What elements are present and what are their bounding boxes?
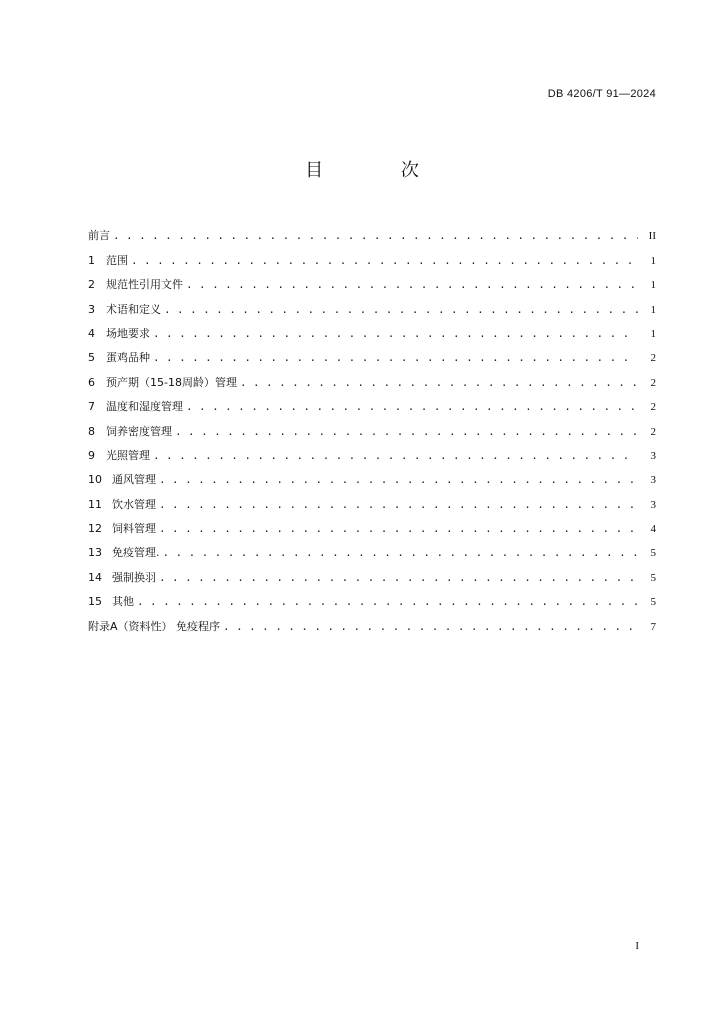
toc-entry-ventilation[interactable]: [88, 463, 656, 487]
document-code: DB 4206/T 91—2024: [547, 88, 656, 100]
toc-entry-label: 预产期（15-18周龄）管理: [106, 375, 237, 389]
toc-entry-page: 1: [650, 254, 656, 267]
toc-entry-stocking-density[interactable]: [88, 414, 656, 438]
toc-entry-page: 5: [650, 571, 656, 584]
toc-entry-page: 1: [650, 303, 656, 316]
toc-entry-label: 饮水管理: [112, 497, 156, 511]
toc-entry-page: 4: [650, 523, 656, 536]
toc-entry-label: 免疫管理.: [112, 546, 160, 560]
toc-entry-number: 7: [88, 400, 95, 414]
toc-entry-label: 附录A（资料性） 免疫程序: [88, 619, 221, 633]
toc-entry-breeds[interactable]: [88, 341, 656, 365]
toc-entry-label: 前言: [88, 229, 110, 243]
toc-entry-number: 2: [88, 278, 95, 292]
toc-dot-leader: [223, 620, 638, 634]
toc-entry-others[interactable]: [88, 585, 656, 609]
toc-entry-number: 12: [88, 522, 102, 536]
toc-dot-leader: [159, 498, 638, 512]
toc-entry-immunization[interactable]: [88, 536, 656, 560]
toc-entry-label: 饲养密度管理: [106, 424, 172, 438]
toc-entry-terms-definitions[interactable]: [88, 292, 656, 316]
toc-entry-number: 4: [88, 326, 95, 340]
toc-dot-leader: [159, 473, 638, 487]
toc-entry-number: 13: [88, 546, 102, 560]
toc-entry-label: 其他: [112, 595, 134, 609]
toc-title: 目 次: [305, 160, 455, 181]
toc-entry-label: 规范性引用文件: [106, 278, 183, 292]
table-of-contents: [88, 219, 656, 634]
toc-entry-number: 15: [88, 595, 102, 609]
toc-entry-foreword[interactable]: [88, 219, 656, 243]
toc-dot-leader: [240, 376, 638, 390]
toc-dot-leader: [131, 254, 638, 268]
toc-dot-leader: [137, 595, 638, 609]
toc-dot-leader: [163, 546, 639, 560]
toc-entry-appendix-a[interactable]: [88, 609, 656, 633]
toc-entry-label: 温度和湿度管理: [106, 400, 183, 414]
toc-dot-leader: [175, 425, 638, 439]
toc-entry-label: 场地要求: [106, 326, 150, 340]
toc-entry-label: 通风管理: [112, 473, 156, 487]
toc-entry-temperature-humidity[interactable]: [88, 390, 656, 414]
toc-entry-page: II: [648, 230, 656, 243]
toc-entry-water[interactable]: [88, 487, 656, 511]
toc-entry-label: 强制换羽: [112, 570, 156, 584]
toc-entry-page: 2: [650, 376, 656, 389]
toc-dot-leader: [113, 229, 638, 243]
toc-dot-leader: [153, 351, 638, 365]
toc-entry-page: 2: [650, 352, 656, 365]
toc-entry-page: 1: [650, 279, 656, 292]
toc-entry-page: 1: [650, 327, 656, 340]
page-number: I: [635, 940, 639, 952]
toc-entry-page: 3: [650, 474, 656, 487]
toc-entry-scope[interactable]: [88, 243, 656, 267]
toc-entry-page: 7: [650, 620, 656, 633]
toc-dot-leader: [159, 571, 638, 585]
toc-entry-number: 10: [88, 473, 102, 487]
toc-entry-label: 光照管理: [106, 448, 150, 462]
toc-entry-pre-laying[interactable]: [88, 365, 656, 389]
toc-entry-number: 1: [88, 253, 95, 267]
toc-entry-forced-molting[interactable]: [88, 560, 656, 584]
toc-entry-lighting[interactable]: [88, 439, 656, 463]
toc-entry-number: 14: [88, 570, 102, 584]
toc-entry-label: 术语和定义: [106, 302, 161, 316]
toc-entry-label: 范围: [106, 253, 128, 267]
toc-entry-page: 2: [650, 401, 656, 414]
toc-entry-number: 8: [88, 424, 95, 438]
toc-entry-normative-references[interactable]: [88, 268, 656, 292]
toc-dot-leader: [153, 449, 638, 463]
toc-entry-number: 3: [88, 302, 95, 316]
toc-entry-number: 11: [88, 497, 102, 511]
toc-dot-leader: [159, 522, 638, 536]
toc-entry-number: 6: [88, 375, 95, 389]
toc-entry-number: 9: [88, 448, 95, 462]
toc-entry-label: 饲料管理: [112, 522, 156, 536]
toc-dot-leader: [186, 278, 638, 292]
toc-entry-number: 5: [88, 351, 95, 365]
toc-dot-leader: [186, 400, 638, 414]
toc-entry-feed[interactable]: [88, 512, 656, 536]
toc-dot-leader: [153, 327, 638, 341]
toc-entry-page: 3: [650, 449, 656, 462]
toc-dot-leader: [164, 303, 638, 317]
toc-entry-page: 5: [650, 547, 656, 560]
toc-entry-label: 蛋鸡品种: [106, 351, 150, 365]
toc-entry-page: 2: [650, 425, 656, 438]
toc-entry-page: 5: [650, 596, 656, 609]
toc-entry-site-requirements[interactable]: [88, 317, 656, 341]
toc-entry-page: 3: [650, 498, 656, 511]
